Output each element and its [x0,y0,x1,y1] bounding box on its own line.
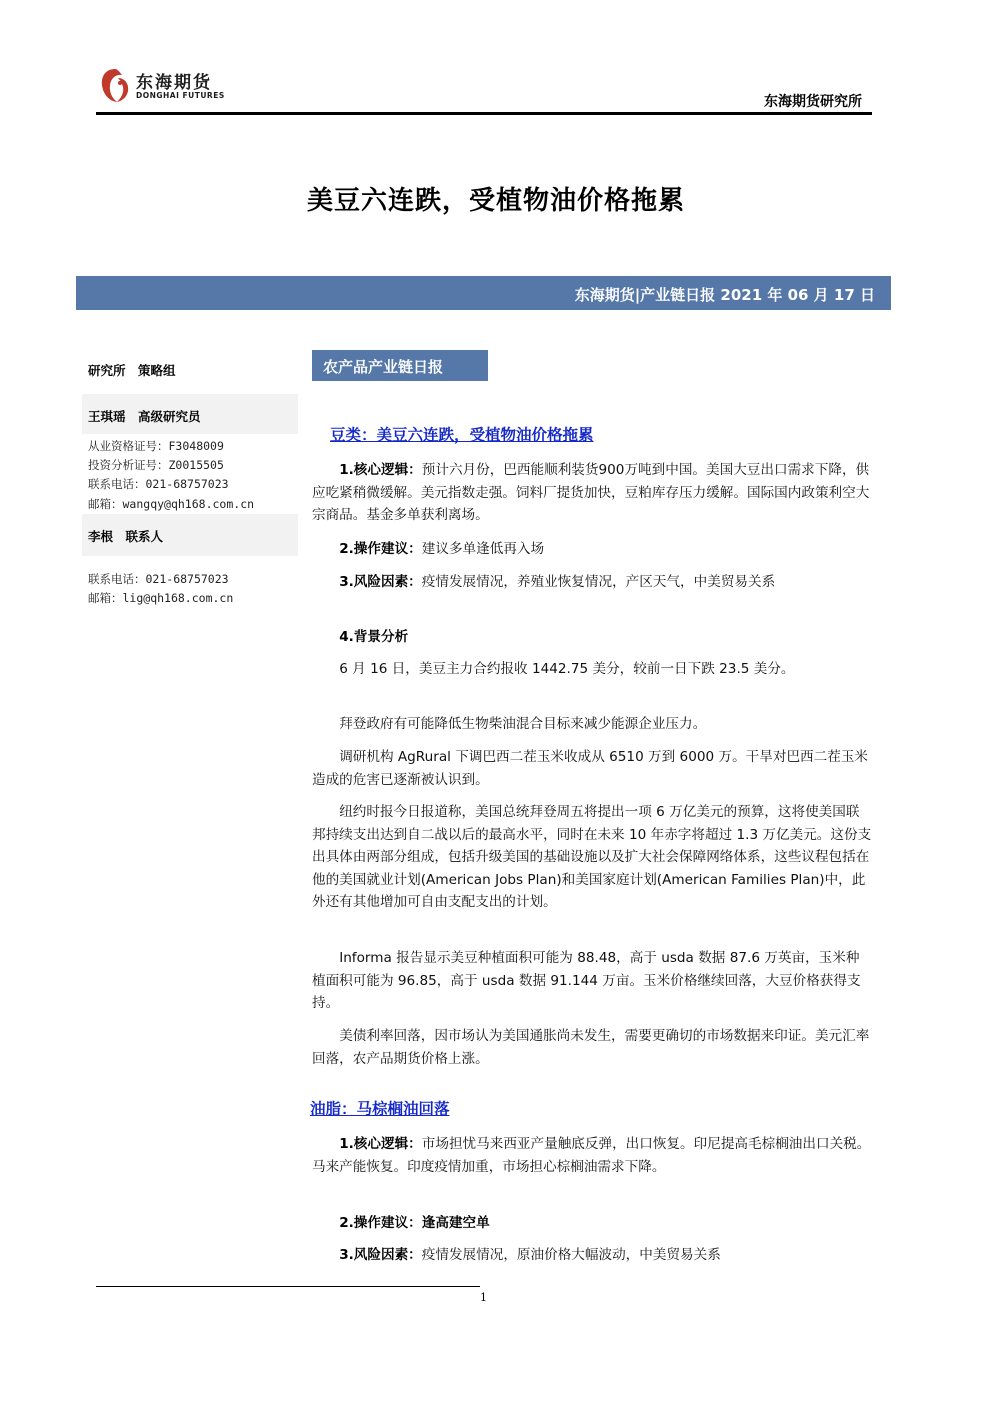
oil-advice-label: 2.操作建议： [339,1215,422,1231]
report-date-bar [76,276,891,310]
analyst2-email[interactable]: 邮箱：lig@qh168.com.cn [88,591,234,605]
soy-risk [312,571,872,594]
analyst2-phone: 联系电话：021-68757023 [88,572,229,586]
analyst-name-box-1 [82,394,298,434]
soy-bg-paragraph-3: 调研机构 AgRural 下调巴西二茬玉米收成从 6510 万到 6000 万。干旱对巴西二茬玉米造成的危害已逐渐被认识到。 [312,749,869,788]
analyst1-qualification: 从业资格证号：F3048009 [88,439,224,453]
soy-logic-label: 1.核心逻辑： [339,462,422,478]
soy-bg-paragraph-6: 美债利率回落，因市场认为美国通胀尚未发生，需要更确切的市场数据来印证。美元汇率回落，农产品期货价格上涨。 [312,1028,870,1067]
soy-background-heading [312,626,872,649]
dragon-logo-icon [98,66,132,106]
soy-advice [312,538,872,561]
oil-logic-text: 市场担忧马来西亚产量触底反弹，出口恢复。印尼提高毛棕榈油出口关税。马来产能恢复。印度疫情加重，市场担心棕榈油需求下降。 [312,1136,871,1175]
soy-logic-text: 预计六月份，巴西能顺利装货900万吨到中国。美国大豆出口需求下降，供应吃紧稍微缓解。美元指数走强。饲料厂提货加快，豆粕库存压力缓解。国际国内政策利空大宗商品。基金多单获利离场。 [312,462,870,524]
soy-bg-label: 4.背景分析 [339,629,409,645]
soy-advice-text: 建议多单逢低再入场 [421,541,545,557]
oil-risk-label: 3.风险因素： [339,1247,422,1263]
analyst-name-2: 李根 联系人 [88,529,164,544]
company-logo [96,66,226,108]
soy-core-logic [312,459,872,527]
document-title: 美豆六连跌，受植物油价格拖累 [306,186,685,216]
page-number: 1 [480,1291,487,1304]
soy-section-heading[interactable]: 豆类：美豆六连跌，受植物油价格拖累 [330,426,594,444]
oil-risk [312,1244,872,1267]
oil-risk-text: 疫情发展情况，原油价格大幅波动，中美贸易关系 [421,1247,721,1263]
oil-logic-label: 1.核心逻辑： [339,1136,422,1152]
section-tag [312,350,488,381]
oil-advice [312,1212,872,1235]
header-divider [96,112,872,115]
soy-bg-paragraph-4: 纽约时报今日报道称，美国总统拜登周五将提出一项 6 万亿美元的预算，这将使美国联邦持续支出达到自二战以后的最高水平，同时在未来 10 年赤字将超过 1.3 万亿美元。这份支出具体由两部分组成，包括升级美国的基础设施以及扩大社会保障网络体系，这些议程包括在他的美国就业计划(American Jobs Plan)和美国家庭计划(American Families Plan)中，此外还有其他增加可自由支配支出的计划。 [312,804,872,911]
analyst1-email[interactable]: 邮箱：wangqy@qh168.com.cn [88,497,255,511]
logo-text-cn: 东海期货 [136,73,212,93]
logo-text-en: DONGHAI FUTURES [136,91,225,100]
sidebar-department: 研究所 策略组 [88,363,176,378]
soy-risk-text: 疫情发展情况，养殖业恢复情况，产区天气，中美贸易关系 [421,574,776,590]
analyst1-phone: 联系电话：021-68757023 [88,477,229,491]
organization-name: 东海期货研究所 [764,94,862,110]
footer-divider [96,1286,480,1287]
soy-advice-label: 2.操作建议： [339,541,422,557]
soy-bg-paragraph-5: Informa 报告显示美豆种植面积可能为 88.48，高于 usda 数据 87.6 万英亩，玉米种植面积可能为 96.85，高于 usda 数据 91.144 万亩。玉米价格继续回落，大豆价格获得支持。 [312,950,861,1012]
section-tag-label: 农产品产业链日报 [323,358,444,376]
report-date-text: 东海期货|产业链日报 2021 年 06 月 17 日 [574,286,875,304]
analyst-name-1: 王琪瑶 高级研究员 [88,409,201,424]
analyst1-cert: 投资分析证号：Z0015505 [88,458,224,472]
oil-section-heading[interactable]: 油脂：马棕榈油回落 [310,1100,450,1118]
oil-advice-text: 逢高建空单 [421,1215,490,1231]
oil-core-logic [312,1133,872,1178]
soy-risk-label: 3.风险因素： [339,574,422,590]
analyst-name-box-2 [82,514,298,556]
soy-bg-paragraph-2: 拜登政府有可能降低生物柴油混合目标来减少能源企业压力。 [339,716,707,732]
soy-bg-paragraph-1: 6 月 16 日，美豆主力合约报收 1442.75 美分，较前一日下跌 23.5 美分。 [339,661,795,677]
